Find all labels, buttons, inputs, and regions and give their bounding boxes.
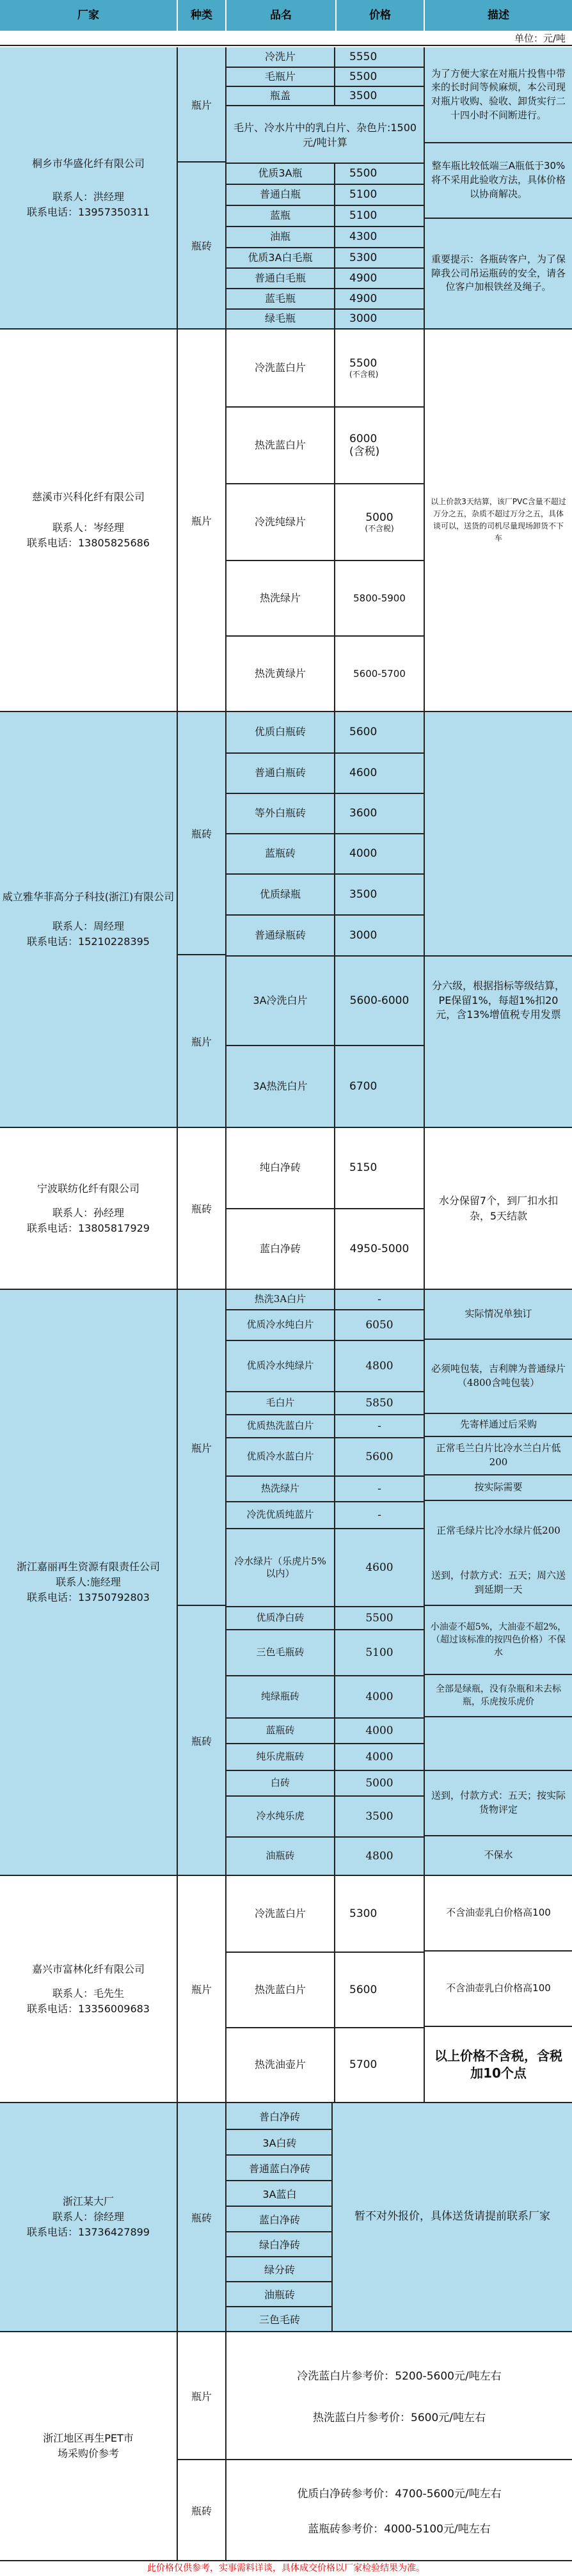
table-row: 蓝瓶 5100: [226, 205, 424, 226]
table-row: 热洗蓝白片 6000 (含税): [226, 406, 424, 483]
category-brick: 瓶砖: [178, 712, 225, 955]
table-row: 优质冷水纯白片 6050: [226, 1309, 424, 1340]
header-category: 种类: [178, 0, 226, 31]
table-row: 优质3A瓶 5500: [226, 163, 424, 184]
table-row: 优质净白砖 5500: [226, 1606, 424, 1629]
company-name: 浙江地区再生PET市场采购价参考: [43, 2432, 134, 2460]
contact-person: 联系人：岑经理: [52, 521, 124, 534]
description: 全部是绿瓶，没有杂瓶和未去标瓶，乐虎按乐虎价: [425, 1675, 572, 1717]
contact-phone: 联系电话：13356009683: [27, 2002, 150, 2015]
table-row: 瓶盖 3500: [226, 86, 424, 105]
table-row: 优质冷水蓝白片 5600: [226, 1437, 424, 1475]
flake-reference-prices: 冷洗蓝白片参考价：5200-5600元/吨左右 热洗蓝白片参考价：5600元/吨左右: [226, 2332, 572, 2460]
company-name: 宁波联纺化纤有限公司: [36, 1182, 139, 1195]
table-row: 热洗蓝白片 5600: [226, 1952, 424, 2027]
table-row: 热洗绿片 5800-5900: [226, 560, 424, 635]
contact-phone: 联系电话：13736427899: [27, 2226, 150, 2238]
table-row: 蓝毛瓶 4900: [226, 288, 424, 308]
description: 分六级，根据指标等级结算，PE保留1%，每超1%扣20元，含13%增值税专用发票: [425, 955, 572, 1045]
contact-person: 联系人:施经理: [56, 1576, 121, 1588]
header-product: 品名: [226, 0, 337, 31]
table-row: 冷洗蓝白片 5300: [226, 1876, 424, 1952]
category-flake: 瓶片: [191, 1035, 212, 1048]
table-row: 三色毛瓶砖 5100: [226, 1629, 424, 1675]
unit-label: 单位：元/吨: [0, 31, 572, 46]
company-name: 慈溪市兴科化纤有限公司: [31, 491, 145, 503]
contact-person: 联系人：徐经理: [52, 2211, 124, 2223]
table-row: 纯白净砖 5150: [226, 1128, 424, 1208]
description: 送到，付款方式：五天；周六送到延期一天: [425, 1561, 572, 1606]
company-info: [0, 712, 177, 1127]
category-flake: 瓶片: [191, 514, 212, 527]
table-row: 3A蓝白: [226, 2180, 333, 2206]
table-row: 绿分砖: [226, 2256, 333, 2281]
category-flake: 瓶片: [178, 47, 225, 163]
company-name: 浙江某大厂: [62, 2195, 114, 2207]
table-row: 油瓶 4300: [226, 226, 424, 247]
table-row: 普白净砖: [258, 2110, 300, 2123]
category-brick: 瓶砖: [191, 2504, 212, 2517]
contact-phone: 联系电话：13750792803: [27, 1591, 150, 1603]
contact-phone: 联系电话：13957350311: [27, 205, 150, 218]
category-flake: 瓶片: [178, 2332, 225, 2460]
table-row: 优质热洗蓝白片 -: [226, 1414, 424, 1437]
company-info: [0, 2103, 177, 2331]
brick-reference-prices: 优质白净砖参考价：4700-5600元/吨左右 蓝瓶砖参考价：4000-5100元/吨左右: [297, 2488, 502, 2536]
table-row: 普通白瓶砖 4600: [226, 752, 424, 793]
company-info: [0, 1290, 177, 1875]
description: 为了方便大家在对瓶片投售中带来的长时间等候麻烦，本公司现对瓶片收购、验收、卸货实行二十四小时不间断进行。: [425, 47, 572, 143]
table-row: 热洗3A白片 -: [226, 1290, 424, 1309]
table-row: 优质冷水纯绿片 4800: [226, 1340, 424, 1391]
contact-person: 联系人：毛先生: [52, 1987, 124, 2000]
company-name: 威立雅华菲高分子科技(浙江)有限公司: [2, 891, 175, 903]
table-row: 冷洗优质纯蓝片 -: [226, 1501, 424, 1528]
table-row: 等外白瓶砖 3600: [226, 793, 424, 833]
table-row: 油瓶砖: [226, 2281, 333, 2306]
table-row: 绿毛瓶 3000: [226, 308, 424, 328]
description: 小油壶不超5%，大油壶不超2%，（超过该标准的按四色价格）不保水: [425, 1606, 572, 1675]
table-row: 热洗绿片 -: [226, 1475, 424, 1501]
contact-person: 联系人：周经理: [52, 920, 124, 932]
description: 正常毛绿片比冷水绿片低200: [436, 1525, 560, 1537]
supplier-block-veolia: [0, 712, 572, 1128]
table-header: [0, 0, 572, 31]
supplier-block-fulin: [0, 1876, 572, 2103]
contact-person: 联系人：洪经理: [52, 190, 124, 203]
category-flake: 瓶片: [191, 1984, 212, 1996]
table-row: 冷水纯乐虎 3500: [226, 1795, 424, 1836]
table-row: 冷水绿片（乐虎片5%以内） 4600: [226, 1528, 424, 1606]
company-name: 浙江嘉丽再生资源有限责任公司: [16, 1561, 160, 1573]
category-brick: 瓶砖: [191, 240, 212, 252]
category-brick: 瓶砖: [191, 2211, 212, 2224]
description: 以上价格不含税，含税加10个点: [434, 2047, 562, 2081]
category-flake: 瓶片: [178, 1290, 225, 1606]
table-row: 普通蓝白净砖: [226, 2154, 333, 2180]
table-row: 蓝瓶砖 4000: [226, 833, 424, 873]
table-row: [226, 105, 424, 163]
contact-person: 联系人：孙经理: [52, 1206, 124, 1219]
header-price: 价格: [337, 0, 425, 31]
company-info: [0, 1128, 177, 1289]
table-row: 三色毛砖: [226, 2306, 333, 2331]
table-row: 3A热洗白片 6700: [226, 1045, 424, 1127]
contact-phone: 联系电话：13805825686: [27, 537, 150, 549]
company-info: [0, 2332, 177, 2560]
description: 按实际需要: [425, 1475, 572, 1501]
contact-phone: 联系电话：13805817929: [27, 1221, 150, 1234]
description: 不含油壶乳白价格高100: [425, 1876, 572, 1952]
table-row: 3A冷洗白片 5600-6000: [226, 955, 424, 1045]
contact-phone: 联系电话：15210228395: [27, 935, 150, 948]
table-row: 3A白砖: [226, 2129, 333, 2154]
table-row: 毛白片 5850: [226, 1391, 424, 1414]
header-description: 描述: [488, 9, 509, 22]
company-info: [0, 1876, 177, 2102]
market-reference-block: [0, 2332, 572, 2561]
description: 整车瓶比较低端三A瓶低于30%将不采用此验收方法，具体价格以协商解决。: [425, 143, 572, 219]
description: 正常毛兰白片比冷水兰白片低200: [425, 1437, 572, 1475]
company-info: [0, 330, 177, 711]
table-row: 油瓶砖 4800: [226, 1836, 424, 1875]
disclaimer-footer: 此价格仅供参考，实事需料详谈，具体成交价格以厂家检验结果为准。: [147, 2563, 425, 2573]
company-name: 桐乡市华盛化纤有限公司: [31, 157, 145, 170]
category-brick: 瓶砖: [191, 1203, 212, 1215]
description: 送到，付款方式：五天；按实际货物评定: [425, 1770, 572, 1836]
table-row: 冷洗蓝白片 5500 (不含税): [226, 330, 424, 406]
table-row: 优质3A白毛瓶 5300: [226, 247, 424, 267]
description: 暂不对外报价，具体送货请提前联系厂家: [354, 2210, 550, 2223]
table-row: 冷洗纯绿片 5000 (不含税): [226, 483, 424, 560]
table-row: 蓝白净砖 4950-5000: [226, 1208, 424, 1289]
company-info: [0, 47, 177, 328]
table-row: 热洗油壶片 5700: [226, 2027, 424, 2102]
header-company: 厂家: [0, 0, 178, 31]
table-row: 绿白净砖: [226, 2231, 333, 2256]
table-row: 纯乐虎瓶砖 4000: [226, 1743, 424, 1770]
description: 不保水: [484, 1849, 513, 1861]
supplier-block-lianfang: [0, 1128, 572, 1290]
table-row: 普通白瓶 5100: [226, 184, 424, 205]
flake-note: 毛片、冷水片中的乳白片、杂色片:1500元/吨计算: [233, 122, 417, 148]
description: 水分保留7个，到厂扣水扣杂，5天结款: [438, 1195, 559, 1222]
table-row: 蓝白净砖: [226, 2206, 333, 2231]
table-row: 优质白瓶砖 5600: [226, 712, 424, 752]
table-row: 蓝瓶砖 4000: [226, 1717, 424, 1743]
supplier-block-jiali: [0, 1290, 572, 1876]
category-brick: 瓶砖: [191, 1735, 212, 1747]
description: 不含油壶乳白价格高100: [425, 1952, 572, 2027]
description: 必须吨包装，吉利牌为普通绿片（4800含吨包装）: [425, 1340, 572, 1414]
table-row: 冷洗片 5550: [226, 47, 424, 67]
table-row: 纯绿瓶砖 4000: [226, 1675, 424, 1717]
supplier-block-big-factory: [0, 2103, 572, 2332]
description: 实际情况单独订: [425, 1290, 572, 1340]
description: 先寄样通过后采购: [425, 1414, 572, 1437]
table-row: 毛瓶片 5500: [226, 67, 424, 86]
table-row: 普通绿瓶砖 3000: [226, 914, 424, 955]
description: 重要提示：各瓶砖客户，为了保障我公司吊运瓶砖的安全，请各位客户加根铁丝及绳子。: [431, 253, 566, 293]
table-row: 普通白毛瓶 4900: [226, 267, 424, 288]
supplier-block-xingke: [0, 330, 572, 712]
company-name: 嘉兴市富林化纤有限公司: [31, 1962, 145, 1975]
supplier-block-huasheng: [0, 47, 572, 330]
table-row: 白砖 5000: [226, 1770, 424, 1795]
table-row: 热洗黄绿片 5600-5700: [226, 635, 424, 711]
table-row: 优质绿瓶 3500: [226, 873, 424, 914]
description: 以上价款3天结算，该厂PVC含量不超过万分之五，杂质不超过万分之五，具体谈可以，送货的司机尽量现场卸货不下车: [431, 497, 566, 543]
